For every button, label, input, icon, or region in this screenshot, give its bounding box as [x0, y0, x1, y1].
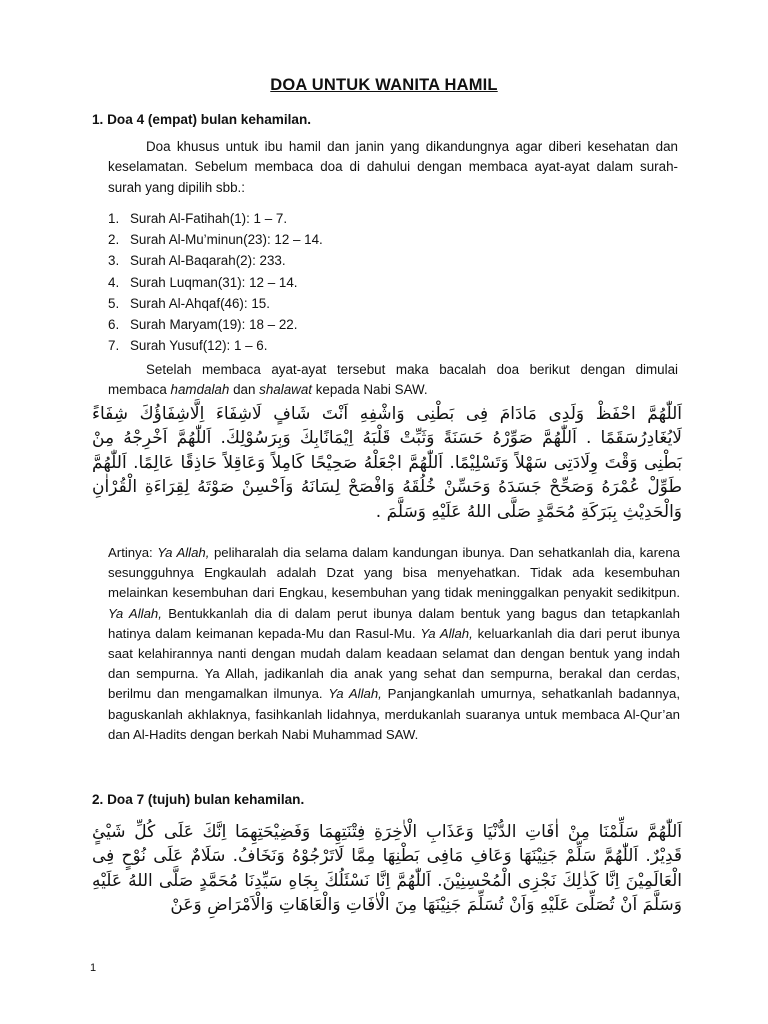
- list-item: 4. Surah Luqman(31): 12 – 14.: [108, 274, 298, 290]
- list-item: 6. Surah Maryam(19): 18 – 22.: [108, 317, 298, 333]
- section-1-intro: [108, 137, 678, 198]
- list-item: 2. Surah Al-Mu’minun(23): 12 – 14.: [108, 232, 323, 248]
- list-item: 1. Surah Al-Fatihah(1): 1 – 7.: [108, 211, 288, 226]
- surah-list: [108, 208, 323, 356]
- arabic-prayer-2: اَللّٰهُمَّ سَلِّمْنَا مِنْ اٰفَاتِ الدُّنْيَا وَعَذَابِ الْاٰخِرَةِ فِتْنَتِهِمَا وَفَضِيْحَتِهِمَا اِنَّكَ عَلَى كُلِّ شَيْئٍ قَدِيْرٌ. اَللّٰهُمَّ سَلِّمْ جَنِيْنَهَا وَعَافِ مَافِى بَطْنِهَا مِمَّا لَاتَرْجُوْهُ وَنَخَافُ. سَلَامٌ عَلَى نُوْحٍ فِى الْعَالَمِيْنَ اِنَّا كَذٰلِكَ نَجْزِى الْمُحْسِنِيْنَ. اَللّٰهُمَّ اِنَّا نَسْئَلُكَ بِجَاهِ سَيِّدِنَا مُحَمَّدٍ صَلَّى اللهُ عَلَيْهِ وَسَلَّمَ اَنْ تُصَلِّىَ عَلَيْهِ وَاَنْ تُسَلِّمَ جَنِيْنَهَا مِنَ الْاٰفَاتِ وَالْعَاهَاتِ وَالْاَمْرَاضِ وَعَنْ: [92, 822, 682, 916]
- translation-paragraph: Artinya: Ya Allah, peliharalah dia selama dalam kandungan ibunya. Dan sehatkanlah dia, karena sesungguhnya Engkaulah adalah Dzat yang bisa menyehatkan. Tidak ada kesembuhan melainkan kesembuhan dari Engkau, kesembuhan yang tidak meninggalkan penyakit sedikitpun. Ya Allah, Bentukkanlah dia di dalam perut ibunya dalam bentuk yang bagus dan tetapkanlah hatinya dalam keimanan kepada-Mu dan Rasul-Mu. Ya Allah, keluarkanlah dia dari perut ibunya saat kelahirannya nanti dengan mudah dalam keadaan selamat dan dengan bentuk yang indah dan sempurna. Ya Allah, jadikanlah dia anak yang sehat dan sempurna, berakal dan cerdas, berilmu dan mengamalkan ilmunya. Ya Allah, Panjangkanlah umurnya, sehatkanlah badannya, baguskanlah akhlaknya, fasihkanlah lidahnya, merdukanlah suaranya untuk membaca Al-Qur’an dan Al-Hadits dengan berkah Nabi Muhammad SAW.: [108, 545, 680, 742]
- list-item: 5. Surah Al-Ahqaf(46): 15.: [108, 295, 270, 311]
- page-number: 1: [90, 962, 97, 974]
- list-item: 7. Surah Yusuf(12): 1 – 6.: [108, 338, 268, 354]
- section-1-instruction: Setelah membaca ayat-ayat tersebut maka bacalah doa berikut dengan dimulai membaca hamdalah dan shalawat kepada Nabi SAW.: [108, 362, 678, 398]
- arabic-prayer-1: اَللّٰهُمَّ احْفَظْ وَلَدِى مَادَامَ فِى بَطْنِى وَاشْفِهِ اَنْتَ شَافٍ لَاشِفَاءَ اِلَّاشِفَاؤُكَ شِفَاءً لَايُغَادِرُسَقَمًا . اَللّٰهُمَّ صَوِّرْهُ حَسَنَةً وَثَبِّتْ قَلْبَهُ اِيْمَانًابِكَ وَبِرَسُوْلِكَ. اَللّٰهُمَّ اَخْرِجْهُ مِنْ بَطْنِى وَقْتَ وِلَادَتِى سَهْلاً وَتَسْلِيْمًا. اَللّٰهُمَّ اجْعَلْهُ صَحِيْحًا كَامِلاً وَعَاقِلاً حَاذِقًا عَالِمًا. اَللّٰهُمَّ طَوِّلْ عُمْرَهُ وَصَحِّحْ جَسَدَهُ وَحَسِّنْ خُلُقَهُ وَافْصَحْ لِسَانَهُ وَاَحْسِنْ صَوْتَهُ لِقِرَاءَةِ الْقُرْاٰنِ وَالْحَدِيْثِ بِبَرَكَةِ مُحَمَّدٍ صَلَّى اللهُ عَلَيْهِ وَسَلَّمَ .: [92, 404, 682, 522]
- section-1-heading: 1. Doa 4 (empat) bulan kehamilan.: [92, 112, 312, 127]
- page-title: DOA UNTUK WANITA HAMIL: [270, 76, 498, 94]
- list-item: 3. Surah Al-Baqarah(2): 233.: [108, 253, 286, 269]
- intro-text: Doa khusus untuk ibu hamil dan janin yang dikandungnya agar diberi kesehatan dan keselamatan. Sebelum membaca doa di dahului dengan membaca ayat-ayat dalam surah-surah yang dipilih sbb.:: [108, 139, 678, 195]
- section-2-heading: 2. Doa 7 (tujuh) bulan kehamilan.: [92, 792, 305, 807]
